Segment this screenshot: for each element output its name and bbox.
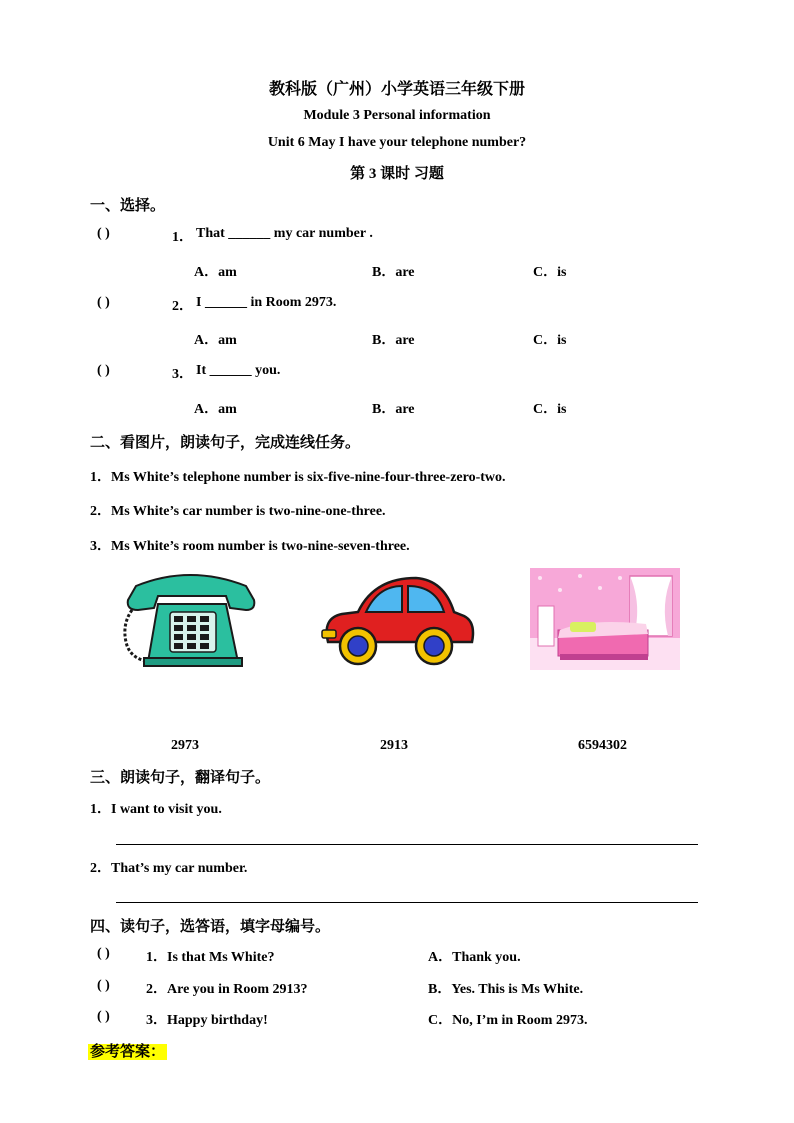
question-number: 3． xyxy=(172,367,193,382)
section1-heading: 一、选择。 xyxy=(90,198,166,214)
question-number: 1． xyxy=(172,230,193,245)
number-label: 2913 xyxy=(380,738,408,753)
option-a: A．am xyxy=(194,402,237,417)
section4-heading: 四、读句子，选答语，填字母编号。 xyxy=(90,919,331,935)
answer-line[interactable] xyxy=(116,902,698,903)
question-text: That ______ my car number . xyxy=(196,226,373,241)
answer-blank[interactable]: ( ) xyxy=(97,946,110,961)
sentence: 3．Ms White’s room number is two-nine-seven-three. xyxy=(90,539,410,554)
section2-heading: 二、看图片，朗读句子，完成连线任务。 xyxy=(90,435,361,451)
option-b: B．are xyxy=(372,265,415,280)
response-option: C．No, I’m in Room 2973. xyxy=(428,1013,588,1028)
worksheet-title: 教科版（广州）小学英语三年级下册 xyxy=(268,81,525,98)
telephone-icon xyxy=(118,570,263,670)
sentence: 1．Ms White’s telephone number is six-five-nine-four-three-zero-two. xyxy=(90,470,506,485)
question-text: It ______ you. xyxy=(196,363,281,378)
option-c: C．is xyxy=(533,265,567,280)
answer-blank[interactable]: ( ) xyxy=(97,363,110,378)
question-number: 2． xyxy=(172,299,193,314)
question-text: I ______ in Room 2973. xyxy=(196,295,337,310)
answer-blank[interactable]: ( ) xyxy=(97,226,110,241)
question-text: 1．Is that Ms White? xyxy=(146,950,275,965)
bedroom-icon xyxy=(530,568,680,670)
answer-key-label xyxy=(88,1040,167,1061)
sentence: 2．Ms White’s car number is two-nine-one-three. xyxy=(90,504,386,519)
car-icon xyxy=(318,572,478,672)
option-c: C．is xyxy=(533,333,567,348)
answer-key-text: 参考答案： xyxy=(90,1044,166,1060)
response-option: A．Thank you. xyxy=(428,950,521,965)
question-text: 2．Are you in Room 2913? xyxy=(146,982,308,997)
option-b: B．are xyxy=(372,333,415,348)
answer-blank[interactable]: ( ) xyxy=(97,978,110,993)
section3-heading: 三、朗读句子，翻译句子。 xyxy=(90,770,271,786)
answer-blank[interactable]: ( ) xyxy=(97,295,110,310)
unit-title: Unit 6 May I have your telephone number? xyxy=(267,135,527,150)
option-a: A．am xyxy=(194,265,237,280)
answer-blank[interactable]: ( ) xyxy=(97,1009,110,1024)
question-text: 3．Happy birthday! xyxy=(146,1013,268,1028)
number-label: 2973 xyxy=(171,738,199,753)
option-c: C．is xyxy=(533,402,567,417)
lesson-title: 第 3 课时 习题 xyxy=(350,166,444,182)
option-a: A．am xyxy=(194,333,237,348)
response-option: B．Yes. This is Ms White. xyxy=(428,982,584,997)
number-label: 6594302 xyxy=(578,738,627,753)
option-b: B．are xyxy=(372,402,415,417)
translate-sentence: 1．I want to visit you. xyxy=(90,802,222,817)
translate-sentence: 2．That’s my car number. xyxy=(90,861,248,876)
answer-line[interactable] xyxy=(116,844,698,845)
module-title: Module 3 Personal information xyxy=(303,108,491,123)
